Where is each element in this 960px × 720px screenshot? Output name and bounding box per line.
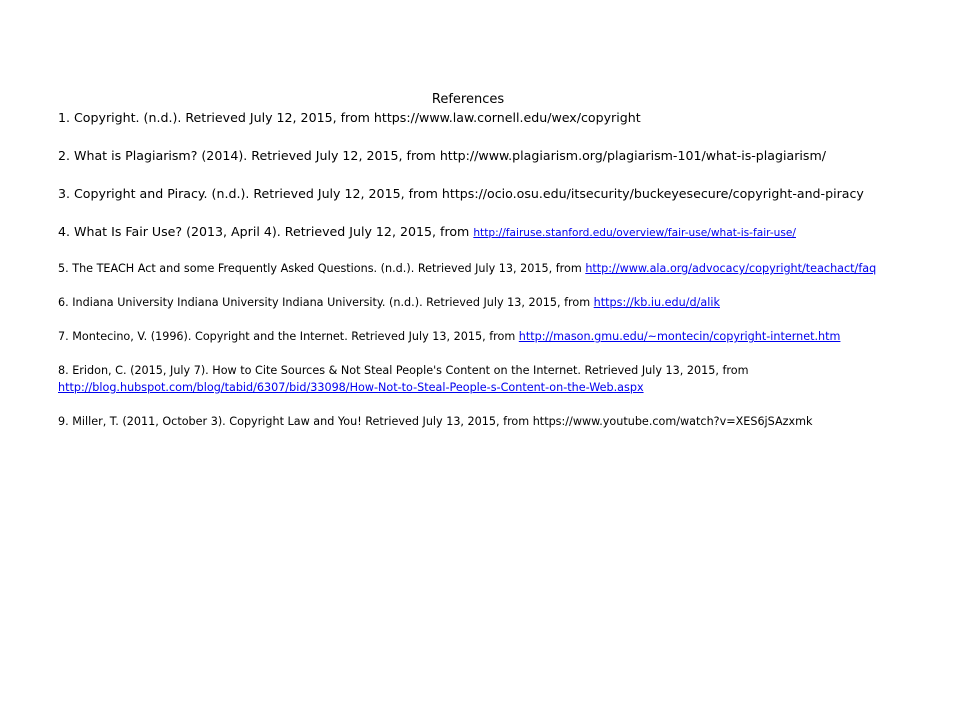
reference-link[interactable]: http://fairuse.stanford.edu/overview/fair-use/what-is-fair-use/ (473, 227, 796, 239)
reference-item-5 (58, 260, 878, 277)
reference-text: 4. What Is Fair Use? (2013, April 4). Retrieved July 12, 2015, from (58, 224, 474, 239)
reference-item-9 (58, 413, 878, 430)
reference-text: 5. The TEACH Act and some Frequently Asked Questions. (n.d.). Retrieved July 13, 2015, from (58, 262, 586, 275)
reference-item-3 (58, 184, 878, 203)
reference-item-6 (58, 294, 878, 311)
reference-text: 2. What is Plagiarism? (2014). Retrieved July 12, 2015, from http://www.plagiarism.org/plagiarism-101/what-is-plagiarism/ (58, 148, 826, 163)
reference-item-2 (58, 146, 878, 165)
reference-text: 9. Miller, T. (2011, October 3). Copyright Law and You! Retrieved July 13, 2015, from https://www.youtube.com/watch?v=XES6jSAzxmk (58, 415, 813, 428)
reference-text: 3. Copyright and Piracy. (n.d.). Retrieved July 12, 2015, from https://ocio.osu.edu/itsecurity/buckeyesecure/copyright-and-piracy (58, 186, 864, 201)
reference-text: 8. Eridon, C. (2015, July 7). How to Cite Sources & Not Steal People's Content on the Internet. Retrieved July 13, 2015, from (58, 364, 749, 377)
reference-text: 1. Copyright. (n.d.). Retrieved July 12, 2015, from https://www.law.cornell.edu/wex/copyright (58, 110, 641, 125)
reference-item-8 (58, 362, 878, 396)
reference-item-4 (58, 222, 878, 243)
reference-text: 7. Montecino, V. (1996). Copyright and the Internet. Retrieved July 13, 2015, from (58, 330, 519, 343)
reference-link[interactable]: http://mason.gmu.edu/~montecin/copyright-internet.htm (518, 330, 841, 343)
references-list (58, 91, 878, 430)
reference-link[interactable]: http://www.ala.org/advocacy/copyright/teachact/faq (585, 262, 877, 275)
references-heading: References (431, 92, 505, 107)
reference-text: 6. Indiana University Indiana University Indiana University. (n.d.). Retrieved July 13, 2015, from (58, 296, 594, 309)
reference-item-1 (58, 108, 878, 127)
reference-item-7 (58, 328, 878, 345)
reference-link[interactable]: https://kb.iu.edu/d/alik (593, 296, 720, 309)
reference-link[interactable]: http://blog.hubspot.com/blog/tabid/6307/bid/33098/How-Not-to-Steal-People-s-Content-on-the-Web.aspx (58, 381, 644, 394)
